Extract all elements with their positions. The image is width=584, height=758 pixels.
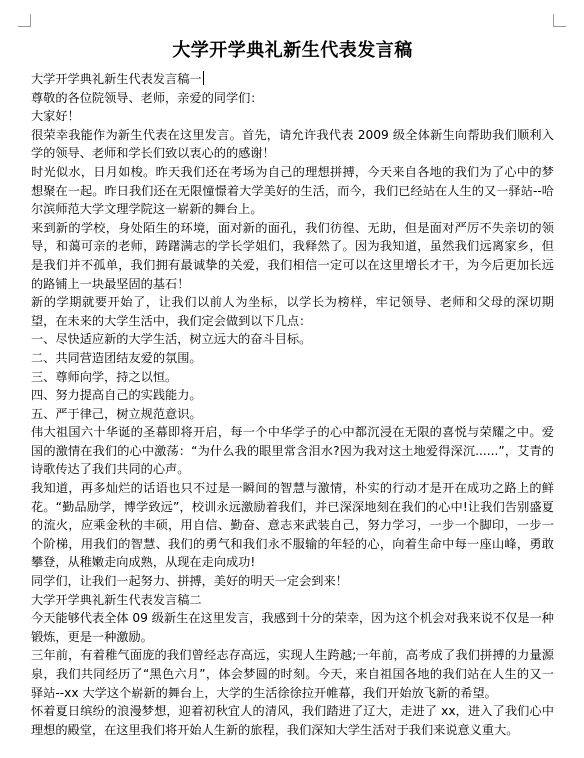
list-item: 四、努力提高自己的实践能力。: [31, 388, 202, 403]
list-item: 二、共同营造团结友爱的氛围。: [31, 350, 202, 365]
list-item: 一、尽快适应新的大学生活，树立远大的奋斗目标。: [31, 332, 312, 347]
paragraph: 尊敬的各位院领导、老师，亲爱的同学们：: [31, 90, 263, 105]
document-title: 大学开学典礼新生代表发言稿: [172, 40, 413, 61]
list-item: 五、严于律己，树立规范意识。: [31, 406, 202, 421]
page-corner-mark-top-right: [553, 14, 566, 27]
page-corner-mark-top-left: [18, 14, 31, 27]
paragraph: 我知道，再多灿烂的话语也只不过是一瞬间的智慧与激情，朴实的行动才是开在成功之路上的鲜花。“勤品励学，博学致远”，校训永远激励着我们，并已深深地刻在我们的心中!让我们告别盛夏的流火，应乘金秋的丰硕，用自信、勤奋、意志来武装自己，努力学习，一步一个脚印，一步一个阶梯，用我们的智慧、我们的勇气和我们永不服输的年轻的心，向着生命中每一座山峰，勇敢攀登，从稚嫩走向成熟，从现在走向成功!: [31, 481, 554, 570]
paragraph: 时光似水，日月如梭。昨天我们还在考场为自己的理想拼搏，今天来自各地的我们为了心中的梦想聚在一起。昨日我们还在无限憧憬着大学美好的生活，而今，我们已经站在人生的又一驿站--哈尔滨师范大学文理学院这一崭新的舞台上。: [31, 164, 554, 217]
paragraph: 很荣幸我能作为新生代表在这里发言。首先，请允许我代表 2009 级全体新生向帮助我们顺利入学的领导、老师和学长们致以衷心的的感谢！: [31, 127, 554, 161]
paragraph: 新的学期就要开始了，让我们以前人为坐标，以学长为榜样，牢记领导、老师和父母的深切期望，在未来的大学生活中，我们定会做到以下几点：: [31, 295, 554, 328]
list-item: 三、尊师向学，持之以恒。: [31, 369, 178, 384]
paragraph: 同学们，让我们一起努力、拼搏，美好的明天一定会到来！: [31, 574, 348, 589]
paragraph: 伟大祖国六十华诞的圣幕即将开启，每一个中华学子的心中都沉浸在无限的喜悦与荣耀之中。爱国的激情在我们的心中激荡：“为什么我的眼里常含泪水?因为我对这土地爱得深沉......”，艾青的诗歌传达了我们共同的心声。: [31, 425, 554, 477]
paragraph: 来到新的学校，身处陌生的环境，面对新的面孔，我们彷徨、无助，但是面对严厉不失亲切的领导，和蔼可亲的老师，踌躇满志的学长学姐们，我释然了。因为我知道，虽然我们远离家乡，但是我们并不孤单，我们拥有最诚挚的关爱，我们相信一定可以在这里增长才干，为今后更加长远的路铺上一块最坚固的基石！: [31, 220, 554, 291]
text-cursor: [203, 71, 204, 85]
paragraph: 大学开学典礼新生代表发言稿一: [31, 72, 202, 86]
paragraph: 怀着夏日缤纷的浪漫梦想，迎着初秋宜人的清风，我们踏进了辽大，走进了 xx，进入了我们心中理想的殿堂，在这里我们将开始人生新的旅程，我们深知大学生活对于我们来说意义重大。: [31, 704, 554, 737]
paragraph: 三年前，有着稚气面庞的我们曾经志存高远，实现人生跨越;一年前，高考成了我们拼搏的力量源泉，我们共同经历了“黑色六月”，体会梦圆的时刻。今天，来自祖国各地的我们站在人生的又一驿站--xx 大学这个崭新的舞台上，大学的生活徐徐拉开帷幕，我们开始放飞新的希望。: [31, 648, 554, 700]
paragraph: 大家好！: [31, 109, 80, 124]
document-page: [31, 38, 554, 739]
section-heading: 大学开学典礼新生代表发言稿二: [31, 592, 202, 607]
paragraph: 今天能够代表全体 09 级新生在这里发言，我感到十分的荣幸，因为这个机会对我来说不仅是一种锻炼，更是一种激励。: [31, 611, 554, 644]
